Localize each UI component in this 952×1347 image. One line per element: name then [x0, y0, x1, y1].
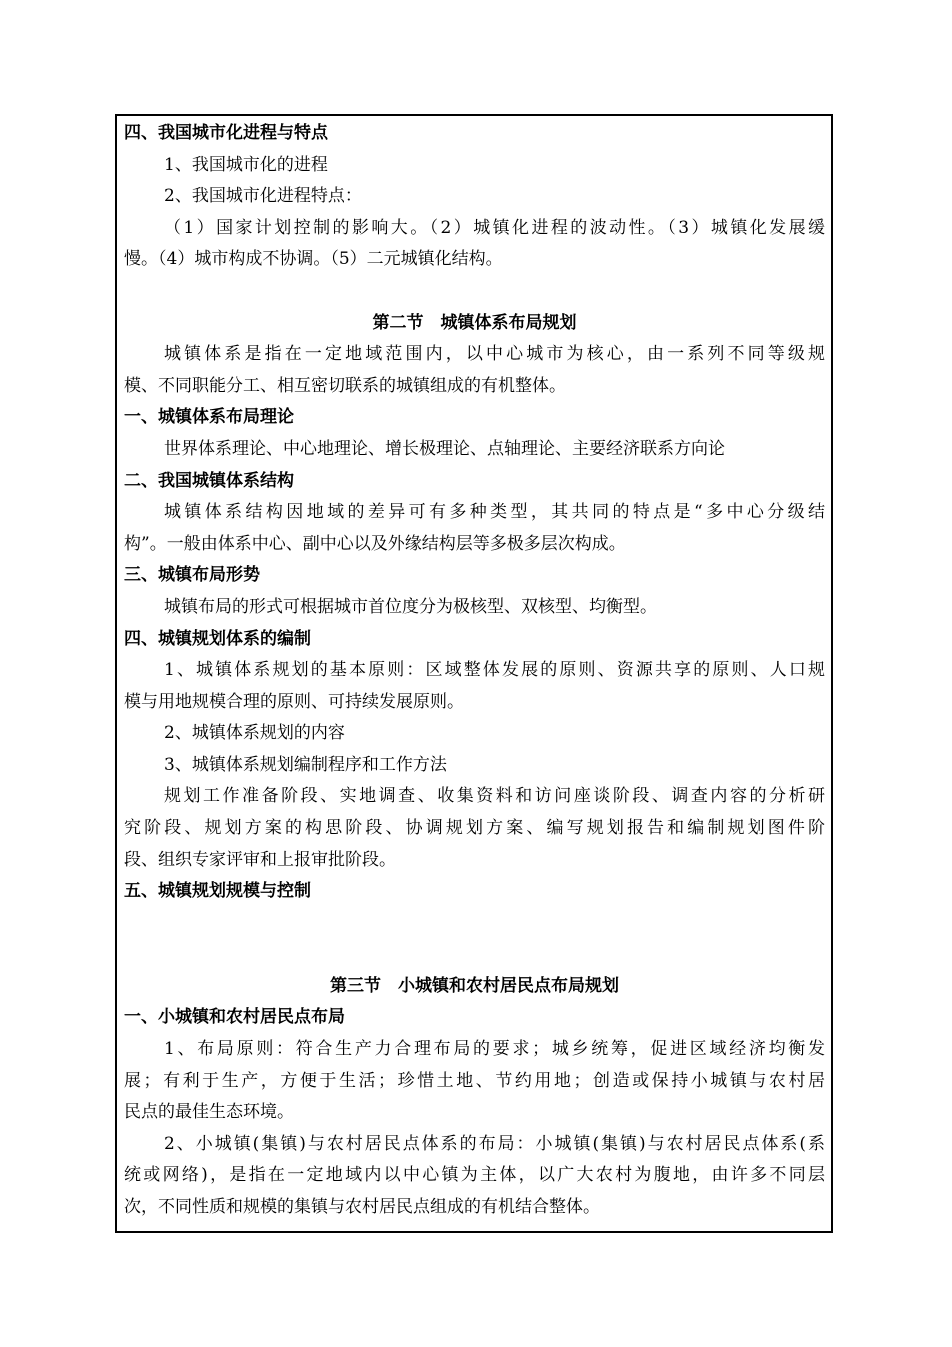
- heading-scale-control: 五、城镇规划规模与控制: [124, 881, 311, 902]
- paragraph-line: 城镇体系是指在一定地域范围内，以中心城市为核心，由一系列不同等级规: [164, 344, 825, 365]
- heading-theory: 一、城镇体系布局理论: [124, 407, 294, 428]
- paragraph-line: 民点的最佳生态环境。: [124, 1102, 294, 1123]
- paragraph-line: 2、我国城市化进程特点：: [164, 186, 362, 207]
- paragraph-line: 3、城镇体系规划编制程序和工作方法: [164, 754, 447, 775]
- heading-compilation: 四、城镇规划体系的编制: [124, 628, 311, 649]
- paragraph-line: 2、小城镇(集镇)与农村居民点体系的布局：小城镇(集镇)与农村居民点体系(系: [164, 1133, 825, 1154]
- paragraph-line: 城镇体系结构因地域的差异可有多种类型，其共同的特点是“多中心分级结: [164, 502, 825, 523]
- spacer: [124, 908, 825, 971]
- heading-layout: 三、城镇布局形势: [124, 565, 260, 586]
- spacer: [124, 276, 825, 308]
- paragraph-line: 1、城镇体系规划的基本原则：区域整体发展的原则、资源共享的原则、人口规: [164, 660, 825, 681]
- paragraph-line: 规划工作准备阶段、实地调查、收集资料和访问座谈阶段、调查内容的分析研: [164, 786, 825, 807]
- heading-urbanization: 四、我国城市化进程与特点: [124, 123, 328, 143]
- paragraph-line: 构”。一般由体系中心、副中心以及外缘结构层等多极多层次构成。: [124, 533, 626, 554]
- paragraph-line: 统或网络)，是指在一定地域内以中心镇为主体，以广大农村为腹地，由许多不同层: [124, 1165, 825, 1186]
- paragraph-line: 1、布局原则：符合生产力合理布局的要求；城乡统筹，促进区域经济均衡发: [164, 1039, 825, 1060]
- heading-structure: 二、我国城镇体系结构: [124, 470, 294, 491]
- paragraph-line: 次，不同性质和规模的集镇与农村居民点组成的有机结合整体。: [124, 1197, 600, 1217]
- document-body: [117, 116, 831, 1224]
- paragraph-line: 世界体系理论、中心地理论、增长极理论、点轴理论、主要经济联系方向论: [164, 438, 725, 459]
- paragraph-line: 模、不同职能分工、相互密切联系的城镇组成的有机整体。: [124, 375, 566, 396]
- section-title-2: 第二节 城镇体系布局规划: [372, 312, 577, 333]
- heading-small-towns: 一、小城镇和农村居民点布局: [124, 1007, 345, 1028]
- paragraph-line: （1）国家计划控制的影响大。（2）城镇化进程的波动性。（3）城镇化发展缓: [164, 217, 825, 238]
- paragraph-line: 段、组织专家评审和上报审批阶段。: [124, 849, 396, 870]
- paragraph-line: 1、我国城市化的进程: [164, 154, 328, 175]
- paragraph-line: 究阶段、规划方案的构思阶段、协调规划方案、编写规划报告和编制规划图件阶: [124, 818, 825, 839]
- paragraph-line: 2、城镇体系规划的内容: [164, 723, 345, 744]
- content-frame: [115, 114, 833, 1233]
- paragraph-line: 城镇布局的形式可根据城市首位度分为极核型、双核型、均衡型。: [164, 596, 657, 617]
- paragraph-line: 慢。（4）城市构成不协调。（5）二元城镇化结构。: [124, 249, 503, 270]
- paragraph-line: 展；有利于生产，方便于生活；珍惜土地、节约用地；创造或保持小城镇与农村居: [124, 1070, 825, 1091]
- paragraph-line: 模与用地规模合理的原则、可持续发展原则。: [124, 691, 464, 712]
- section-title-3: 第三节 小城镇和农村居民点布局规划: [330, 975, 619, 996]
